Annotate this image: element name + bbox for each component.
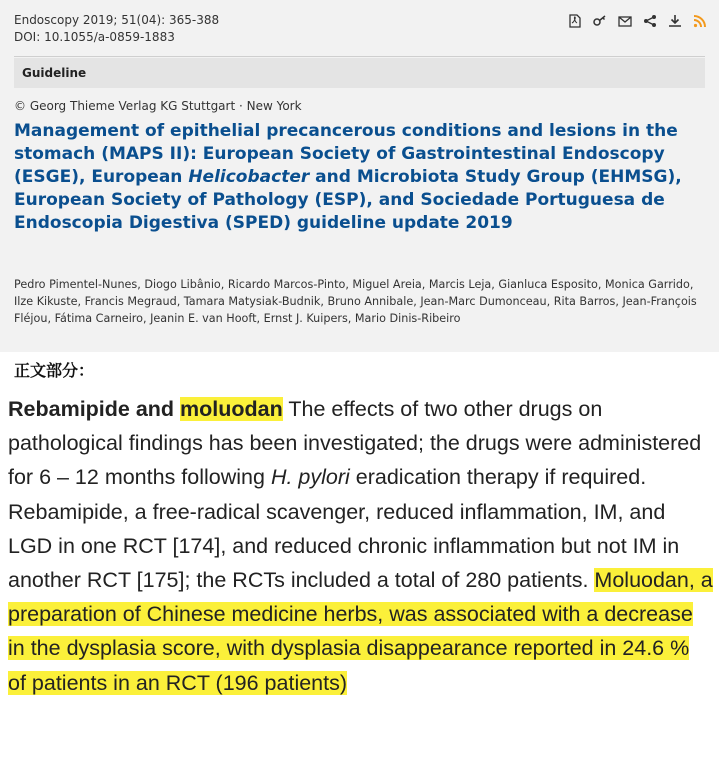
section-bar bbox=[14, 58, 705, 88]
excerpt-text-1: The effects of two other drugs on pathological findings has been investigated; the drugs were administered for 6 – 12 months following bbox=[8, 397, 702, 490]
excerpt-text-2: eradication therapy if required. Rebamipide, a free-radical scavenger, reduced inflammation, IM, and LGD in one RCT [174], and reduced chronic inflammation but not IM in another RCT [175]; the RCTs included a total of 280 patients. bbox=[8, 465, 680, 593]
rss-icon[interactable] bbox=[693, 14, 707, 28]
share-icon[interactable] bbox=[643, 14, 657, 28]
excerpt-highlight: Moluodan, a preparation of Chinese medicine herbs, was associated with a decrease in the dysplasia score, with dysplasia disappearance reported in 24.6 % of patients in an RCT (196 patients) bbox=[8, 568, 713, 695]
author-list: Pedro Pimentel-Nunes, Diogo Libânio, Ricardo Marcos-Pinto, Miguel Areia, Marcis Leja, Gianluca Esposito, Monica Garrido, Ilze Kikuste, Francis Megraud, Tamara Matysiak-Budnik, Bruno Annibale, Jean-Marc Dumonceau, Rita Barros, Jean-François Fléjou, Fátima Carneiro, Jeanin E. van Hooft, Ernst J. Kuipers, Mario Dinis-Ribeiro bbox=[14, 278, 697, 325]
excerpt-label: 正文部分： bbox=[14, 361, 95, 380]
key-icon[interactable] bbox=[593, 14, 607, 28]
pdf-icon[interactable] bbox=[568, 14, 582, 28]
title-italic: Helicobacter bbox=[188, 167, 310, 187]
title-text-1: Management of epithelial precancerous conditions and lesions in the stomach (MAPS II): European Society of Gastrointestinal Endoscopy (ESGE), European bbox=[14, 121, 678, 187]
heading-highlight: moluodan bbox=[180, 397, 283, 421]
excerpt-heading bbox=[8, 397, 283, 421]
article-header-panel bbox=[0, 0, 719, 352]
excerpt-italic: H. pylori bbox=[270, 465, 350, 490]
title-text-2: and Microbiota Study Group (EHMSG), European Society of Pathology (ESP), and Sociedade Portuguesa de Endoscopia Digestiva (SPED) guideline update 2019 bbox=[14, 167, 682, 233]
excerpt-paragraph bbox=[8, 392, 713, 700]
doi-line: DOI: 10.1055/a-0859-1883 bbox=[14, 30, 175, 44]
mail-icon[interactable] bbox=[618, 14, 632, 28]
heading-text: Rebamipide and bbox=[8, 397, 181, 421]
copyright-line: © Georg Thieme Verlag KG Stuttgart · New York bbox=[14, 99, 302, 113]
journal-line: Endoscopy 2019; 51(04): 365-388 bbox=[14, 13, 220, 27]
section-label: Guideline bbox=[22, 66, 87, 80]
header-divider bbox=[14, 56, 705, 57]
article-title[interactable] bbox=[14, 120, 704, 235]
toolbar-icons bbox=[568, 14, 707, 28]
download-icon[interactable] bbox=[668, 14, 682, 28]
citation-block bbox=[14, 12, 219, 46]
